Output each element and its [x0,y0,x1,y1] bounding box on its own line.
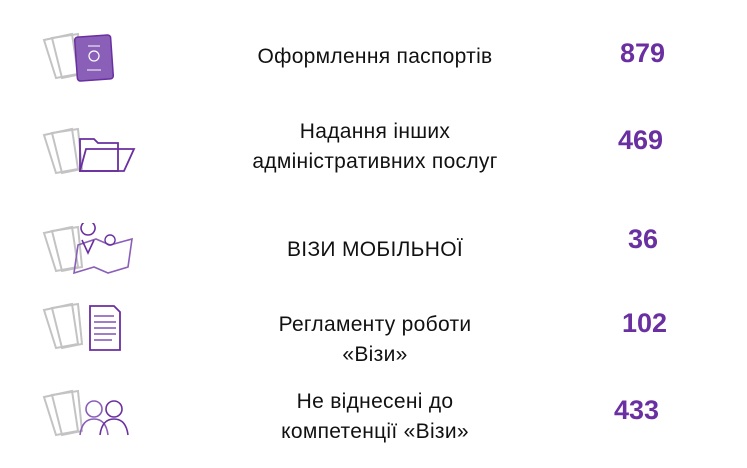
stat-label-other-services [195,117,555,177]
stat-value-visa-regulations: 102 [622,308,668,338]
stat-row-other-services [0,95,747,205]
stat-label-visa-regulations [225,310,525,370]
stat-row-visa-regulations [0,290,747,375]
stat-label-mobile-visa: ВІЗИ МОБІЛЬНОЇ [287,238,463,261]
stat-label-passports: Оформлення паспортів [257,45,493,68]
map-pin-icon [38,223,138,275]
stat-value-passports: 879 [620,38,666,68]
people-icon [38,387,138,439]
stat-value-mobile-visa: 36 [628,224,659,254]
document-icon [38,300,138,352]
stat-label-line: компетенції «Візи» [281,420,469,443]
stat-row-not-visa [0,375,747,468]
stat-label-not-visa [220,387,530,447]
stat-label-line: адміністративних послуг [252,150,498,173]
stat-value-not-visa: 433 [614,395,660,425]
stat-label-line: Регламенту роботи [278,313,472,336]
stat-row-mobile-visa [0,205,747,290]
stat-label-line: Надання інших [299,120,451,143]
folder-icon [38,125,138,177]
stat-label-line: «Візи» [342,343,408,366]
stat-value-other-services: 469 [618,125,664,155]
passport-icon [38,30,138,82]
stat-row-passports [0,0,747,95]
stat-label-line: Не віднесені до [296,390,454,413]
